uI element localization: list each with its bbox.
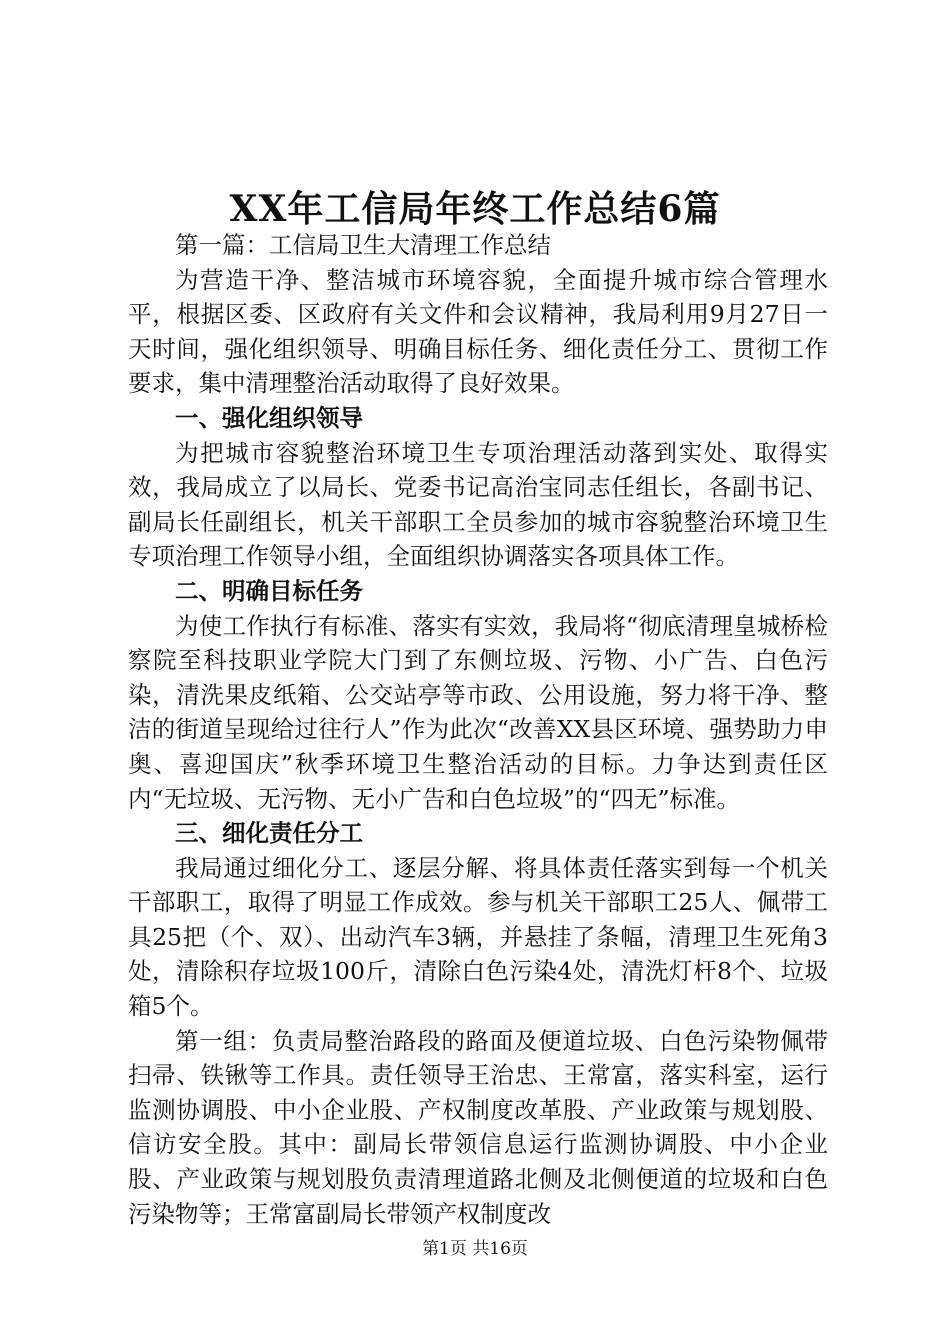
document-title: XX年工信局年终工作总结6篇 [229, 188, 721, 230]
subheading: 一、强化组织领导 [175, 403, 363, 432]
paragraph: 为把城市容貌整治环境卫生专项治理活动落到实处、取得实效，我局成立了以局长、党委书记高治宝同志任组长，各副书记、副局长任副组长，机关干部职工全员参加的城市容貌整治环境卫生专项治理工作领导小组，全面组织协调落实各项具体工作。 [128, 438, 828, 571]
document-body [128, 228, 828, 1231]
paragraph: 我局通过细化分工、逐层分解、将具体责任落实到每一个机关干部职工，取得了明显工作成效。参与机关干部职工25人、佩带工具25把（个、双）、出动汽车3辆，并悬挂了条幅，清理卫生死角3处，清除积存垃圾100斤，清除白色污染4处，清洗灯杆8个、垃圾箱5个。 [128, 853, 828, 1021]
paragraph: 第一组：负责局整治路段的路面及便道垃圾、白色污染物佩带扫帚、铁锹等工作具。责任领导王治忠、王常富，落实科室，运行监测协调股、中小企业股、产权制度改革股、产业政策与规划股、信访安全股。其中：副局长带领信息运行监测协调股、中小企业股、产业政策与规划股负责清理道路北侧及北侧便道的垃圾和白色污染物等；王常富副局长带领产权制度改 [128, 1026, 828, 1228]
paragraph: 为营造干净、整洁城市环境容貌，全面提升城市综合管理水平，根据区委、区政府有关文件和会议精神，我局利用9月27日一天时间，强化组织领导、明确目标任务、细化责任分工、贯彻工作要求，集中清理整治活动取得了良好效果。 [128, 265, 828, 398]
page-footer: 第1页 共16页 [422, 1239, 528, 1259]
section-heading: 第一篇：工信局卫生大清理工作总结 [175, 231, 551, 259]
subheading: 二、明确目标任务 [175, 576, 363, 605]
paragraph: 为使工作执行有标准、落实有实效，我局将“彻底清理皇城桥检察院至科技职业学院大门到了东侧垃圾、污物、小广告、白色污染，清洗果皮纸箱、公交站亭等市政、公用设施，努力将干净、整洁的街道呈现给过往行人”作为此次“改善XX县区环境、强势助力申奥、喜迎国庆”秋季环境卫生整治活动的目标。力争达到责任区内“无垃圾、无污物、无小广告和白色垃圾”的“四无”标准。 [128, 611, 828, 813]
subheading: 三、细化责任分工 [175, 819, 363, 848]
